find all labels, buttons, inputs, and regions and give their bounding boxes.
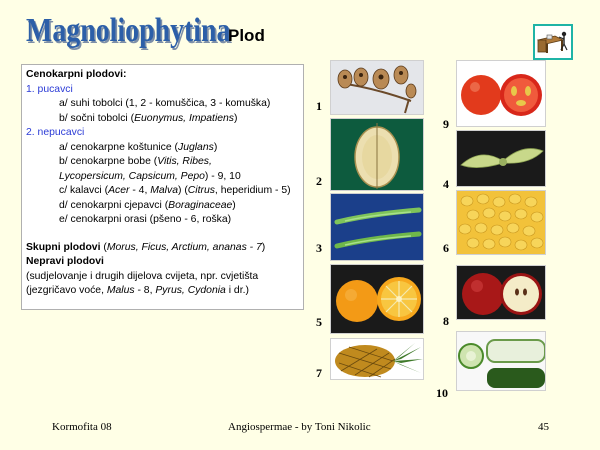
item-kostunice: a/ cenokarpne koštunice (Juglans) [59,141,218,153]
item-cjepavci: d/ cenokarpni cjepavci (Boraginaceae) [59,199,236,211]
section-heading: Cenokarpni plodovi: [26,69,127,80]
photo-label-1: 1 [316,99,322,113]
photo-cucumber [456,331,546,391]
photo-silique-pod [330,118,424,191]
item-orasi: e/ cenokarpni orasi (pšeno - 6, roška) [59,214,232,225]
page-title: Magnoliophytina [26,12,231,49]
photo-label-7: 7 [316,366,322,380]
item-nepravi-plodovi: Nepravi plodovi [26,256,104,267]
footer-left: Kormofita 08 [52,421,112,433]
photo-dry-capsules [330,60,424,115]
item-nepravi-desc-1: (sudjelovanje i drugih dijelova cvijeta, npr. cvjetišta [26,270,259,282]
footer-center: Angiospermae - by Toni Nikolic [228,421,371,433]
photo-label-2: 2 [316,174,322,188]
photo-label-9: 9 [443,117,449,131]
photo-tomato [456,60,546,127]
item-nepravi-desc-2: (jezgričavo voće, Malus - 8, Pyrus, Cydonia i dr.) [26,285,249,296]
photo-maple-samara [456,130,546,187]
item-skupni-plodovi: Skupni plodovi (Morus, Ficus, Arctium, ananas - 7) [26,241,266,253]
item-bobe: b/ cenokarpne bobe (Vitis, Ribes, Lycopersicum, Capsicum, Pepo) - 9, 10 [59,156,241,182]
item-kalavci: c/ kalavci (Acer - 4, Malva) (Citrus, heperidium - 5) [59,185,291,196]
item-suhi-tobolci: a/ suhi tobolci (1, 2 - komuščica, 3 - komuška) [59,98,271,109]
photo-label-8: 8 [443,314,449,328]
photo-label-3: 3 [316,241,322,255]
photo-corn-kernels [456,190,546,255]
photo-apple [456,265,546,320]
item-socni-tobolci: b/ sočni tobolci (Euonymus, Impatiens) [59,112,238,124]
photo-orange [330,264,424,334]
page-subtitle: Plod [228,26,265,45]
photo-green-pods [330,193,424,261]
photo-label-6: 6 [443,241,449,255]
content-text-box [21,64,304,310]
photo-label-4: 4 [443,177,449,191]
photo-label-5: 5 [316,315,322,329]
home-button[interactable] [533,24,573,60]
photo-label-10: 10 [436,386,448,400]
photo-pineapple [330,338,424,380]
desk-figure-icon [535,26,571,58]
section-nepucavci: 2. nepucavci [26,127,85,138]
section-pucavci: 1. pucavci [26,83,73,95]
page-number: 45 [538,421,549,433]
